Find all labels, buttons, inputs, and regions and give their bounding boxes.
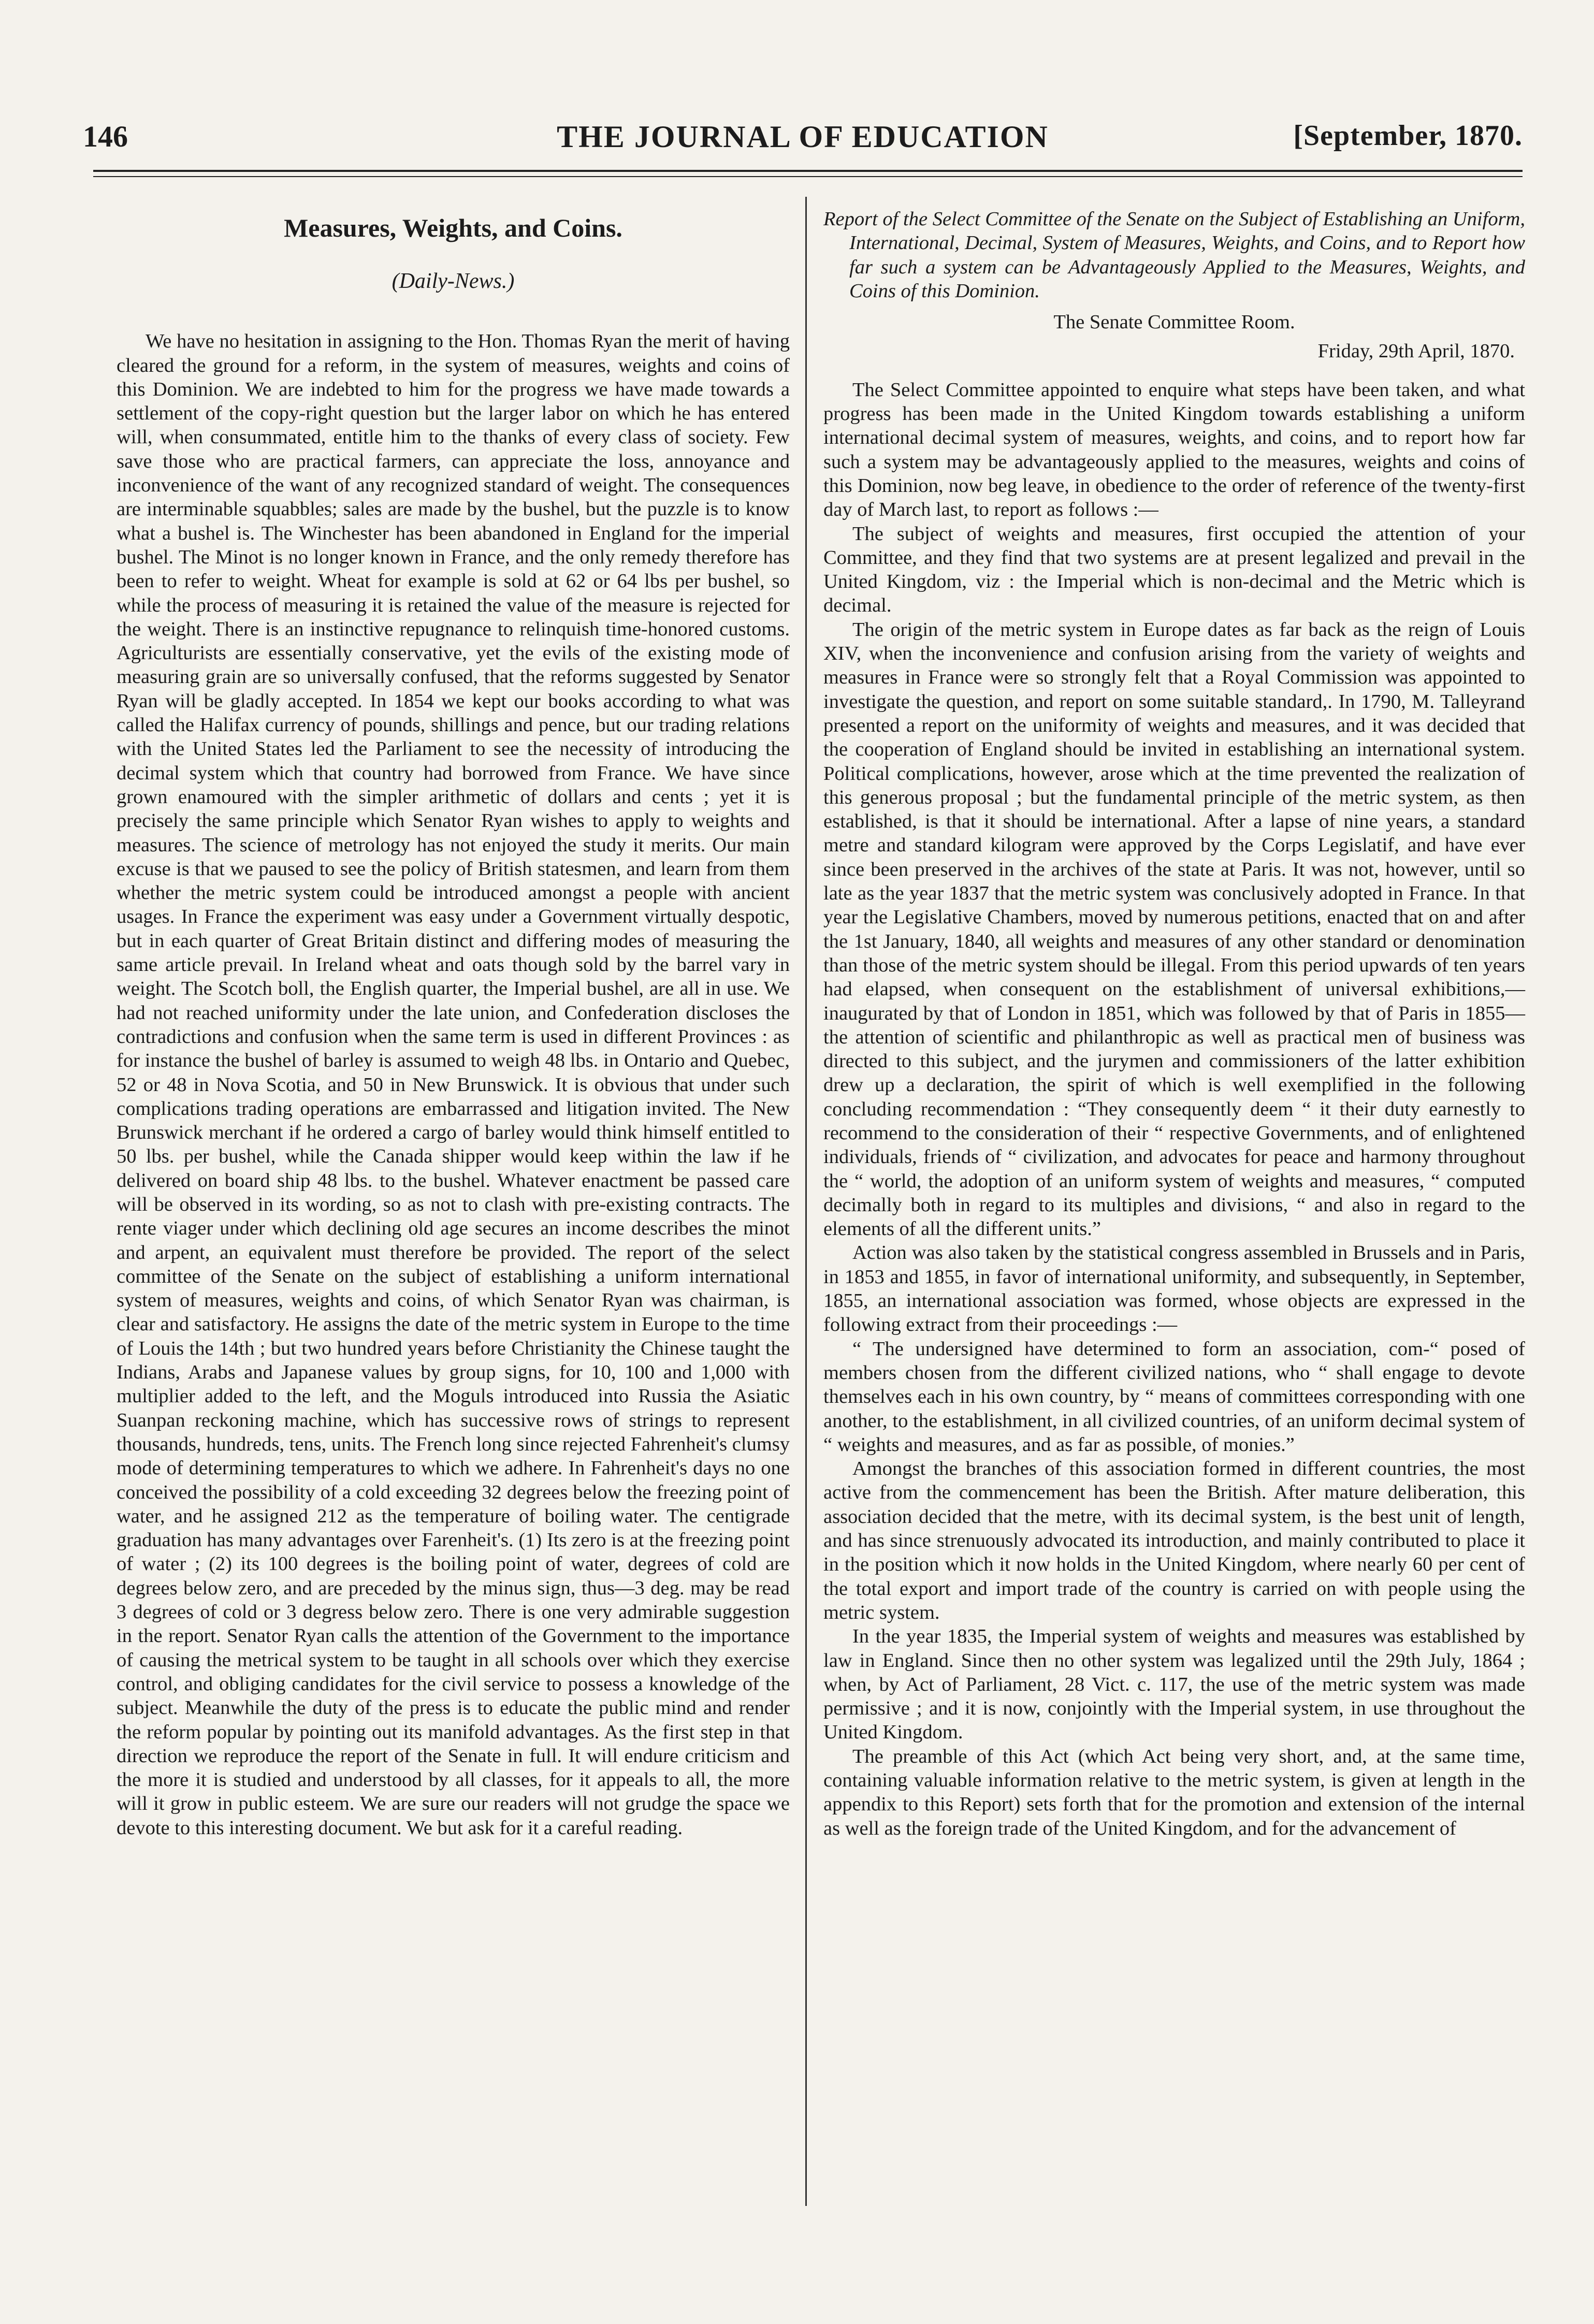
page-number: 146 [83, 120, 128, 153]
right-paragraph: Action was also taken by the statistical congress assembled in Brussels and in Paris, in 1853 and 1855, in favor of international uniformity, and subsequently, in September, 1855, an international association was formed, whose objects are expressed in the following extract from their proceedings :— [823, 1242, 1525, 1336]
right-paragraph: “ The undersigned have determined to form an association, com-“ posed of members chosen from the different civilized nations, who “ shall engage to devote themselves each in his own country, by “ means of committees corresponding with one another, to the establishment, in all civilized countries, of an uniform decimal system of “ weights and measures, and as far as possible, of monies.” [823, 1338, 1525, 1456]
right-paragraph: The preamble of this Act (which Act being very short, and, at the same time, containing valuable information relative to the metric system, is given at length in the appendix to this Report) sets forth that for the promotion and extension of the internal as well as the foreign trade of the United Kingdom, and for the advancement of [823, 1745, 1525, 1839]
header-rule-thin [93, 176, 1523, 177]
right-paragraph: In the year 1835, the Imperial system of weights and measures was established by law in England. Since then no other system was legalized until the 29th July, 1864 ; when, by Act of Parliament, 28 Vict. c. 117, the use of the metric system was made permissive ; and it is now, conjointly with the Imperial system, in use throughout the United Kingdom. [823, 1625, 1525, 1744]
article-source: (Daily-News.) [392, 269, 515, 293]
article-title: Measures, Weights, and Coins. [284, 213, 622, 242]
running-header [83, 109, 1523, 166]
right-paragraph: Amongst the branches of this association formed in different countries, the most active from the commencement has been the British. After mature deliberation, this association decided that the metre, with its decimal system, is the best unit of length, and has since strenuously advocated its introduction, and mainly contributed to place it in the position which it now holds in the United Kingdom, where nearly 60 per cent of the total export and import trade of the country is carried on with people using the metric system. [823, 1458, 1525, 1623]
right-paragraph: The origin of the metric system in Europe dates as far back as the reign of Louis XIV, when the inconvenience and confusion arising from the variety of weights and measures in France were so strongly felt that a Royal Commission was appointed to investigate the question, and report on some suitable standard,. In 1790, M. Talleyrand presented a report on the uniformity of weights and measures, and it was decided that the cooperation of England should be invited in establishing an international system. Political complications, however, arose which at the time prevented the realization of this generous proposal ; but the fundamental principle of the metric system, as then established, is that it should be international. After a lapse of nine years, a standard metre and standard kilogram were approved by the Corps Legislatif, and have ever since been preserved in the archives of the state at Paris. It was not, however, until so late as the year 1837 that the metric system was conclusively adopted in France. In that year the Legislative Chambers, moved by numerous petitions, enacted that on and after the 1st January, 1840, all weights and measures of any other standard or denomination than those of the metric system should be illegal. From this period upwards of ten years had elapsed, when consequent on the establishment of universal exhibitions,—inaugurated by that of London in 1851, which was followed by that of Paris in 1855—the attention of scientific and philanthropic as well as practical men of business was directed to this subject, and the jurymen and commissioners of the latter exhibition drew up a declaration, the spirit of which is well exemplified in the following concluding recommendation : “They consequently deem “ it their duty earnestly to recommend to the consideration of their “ respective Governments, and of enlightened individuals, friends of “ civilization, and advocates for peace and harmony throughout the “ world, the adoption of an uniform system of weights and measures, “ computed decimally both in regard to its multiples and divisions, “ and also in regard to the elements of all the different units.” [823, 618, 1525, 1240]
right-paragraph: The subject of weights and measures, first occupied the attention of your Committee, and they find that two systems are at present legalized and prevail in the United Kingdom, viz : the Imperial which is non-decimal and the Metric which is decimal. [823, 522, 1525, 617]
report-date: Friday, 29th April, 1870. [1317, 340, 1515, 362]
left-paragraph: We have no hesitation in assigning to the Hon. Thomas Ryan the merit of having cleared the ground for a reform, in the system of measures, weights and coins of this Dominion. We are indebted to him for the progress we have made towards a settlement of the copy-right question but the larger labor on which he has entered will, when consummated, entitle him to the thanks of every class of society. Few save those who are practical farmers, can appreciate the loss, annoyance and inconvenience of the want of any recognized standard of weight. The consequences are interminable squabbles; sales are made by the bushel, but the puzzle is to know what a bushel is. The Winchester has been abandoned in England for the imperial bushel. The Minot is no longer known in France, and the only remedy therefore has been to refer to weight. Wheat for example is sold at 62 or 64 lbs per bushel, so while the process of measuring it is retained the value of the measure is rejected for the weight. There is an instinctive repugnance to relinquish time-honored customs. Agriculturists are essentially conservative, yet the evils of the existing mode of measuring grain are so universally confused, that the reforms suggested by Senator Ryan will be gladly accepted. In 1854 we kept our books according to what was called the Halifax currency of pounds, shillings and pence, but our trading relations with the United States led the Parliament to see the necessity of introducing the decimal system which that country had borrowed from France. We have since grown enamoured with the simpler arithmetic of dollars and cents ; yet it is precisely the same principle which Senator Ryan wishes to apply to weights and measures. The science of metrology has not enjoyed the study it merits. Our main excuse is that we paused to see the policy of British statesmen, and learn from them whether the metric system could be introduced amongst a people with ancient usages. In France the experiment was easy under a Government virtually despotic, but in each quarter of Great Britain distinct and differing modes of measuring the same article prevail. In Ireland wheat and oats though sold by the barrel vary in weight. The Scotch boll, the English quarter, the Imperial bushel, are all in use. We had not reached uniformity under the late union, and Confederation discloses the contradictions and confusion when the same term is used in different Provinces : as for instance the bushel of barley is assumed to weigh 48 lbs. in Ontario and Quebec, 52 or 48 in Nova Scotia, and 50 in New Brunswick. It is obvious that under such complications trading operations are embarrassed and litigation invited. The New Brunswick merchant if he ordered a cargo of barley would think himself entitled to 50 lbs. per bushel, while the Canada shipper would keep within the law if he delivered on board ship 48 lbs. to the bushel. Whatever enactment be passed care will be observed in its wording, so as not to clash with pre-existing contracts. The rente viager under which declining old age secures an income describes the minot and arpent, an equivalent must therefore be provided. The report of the select committee of the Senate on the subject of establishing a uniform international system of measures, weights and coins, of which Senator Ryan was chairman, is clear and satisfactory. He assigns the date of the metric system in Europe to the time of Louis the 14th ; but two hundred years before Christianity the Chinese taught the Indians, Arabs and Japanese values by group signs, for 10, 100 and 1,000 with multiplier added to the left, and the Moguls introduced into Russia the Asiatic Suanpan reckoning machine, which has successive rows of strings to represent thousands, hundreds, tens, units. The French long since rejected Fahrenheit's clumsy mode of determining temperatures to which we adhere. In Fahrenheit's days no one conceived the possibility of a cold exceeding 32 degrees below the freezing point of water, and he assigned 212 as the temperature of boiling water. The centigrade graduation has many advantages over Farenheit's. (1) Its zero is at the freezing point of water ; (2) its 100 degrees is the boiling point of water, degrees of cold are degrees below zero, and are preceded by the minus sign, thus—3 deg. may be read 3 degrees of cold or 3 degress below zero. There is one very admirable suggestion in the report. Senator Ryan calls the attention of the Government to the importance of causing the metrical system to be taught in all schools over which they exercise control, and obliging candidates for the civil service to possess a knowledge of the subject. Meanwhile the duty of the press is to educate the public mind and render the reform popular by pointing out its manifold advantages. As the first step in that direction we reproduce the report of the Senate in full. It will endure criticism and the more it is studied and understood by all classes, for it appeals to all, the more will it grow in public esteem. We are sure our readers will not grudge the space we devote to this interesting document. We but ask for it a careful reading. [117, 330, 790, 1839]
column-divider [805, 197, 807, 2206]
right-column [823, 202, 1525, 1840]
header-rule-thick [93, 170, 1523, 172]
issue-date: [September, 1870. [1293, 120, 1523, 152]
report-place: The Senate Committee Room. [1053, 311, 1295, 333]
left-column [117, 202, 790, 1840]
journal-title: THE JOURNAL OF EDUCATION [557, 120, 1049, 154]
right-paragraph: The Select Committee appointed to enquire what steps have been taken, and what progress has been made in the United Kingdom towards establishing a uniform international decimal system of measures, weights, and coins, and to report how far such a system may be advantageously applied to the measures, weights and coins of this Dominion, now beg leave, in obedience to the order of reference of the twenty-first day of March last, to report as follows :— [823, 379, 1525, 521]
report-title: Report of the Select Committee of the Senate on the Subject of Establishing an Uniform, International, Decimal, System of Measures, Weights, and Coins, and to Report how far such a system can be Advantageously Applied to the Measures, Weights, and Coins of this Dominion. [823, 208, 1525, 302]
